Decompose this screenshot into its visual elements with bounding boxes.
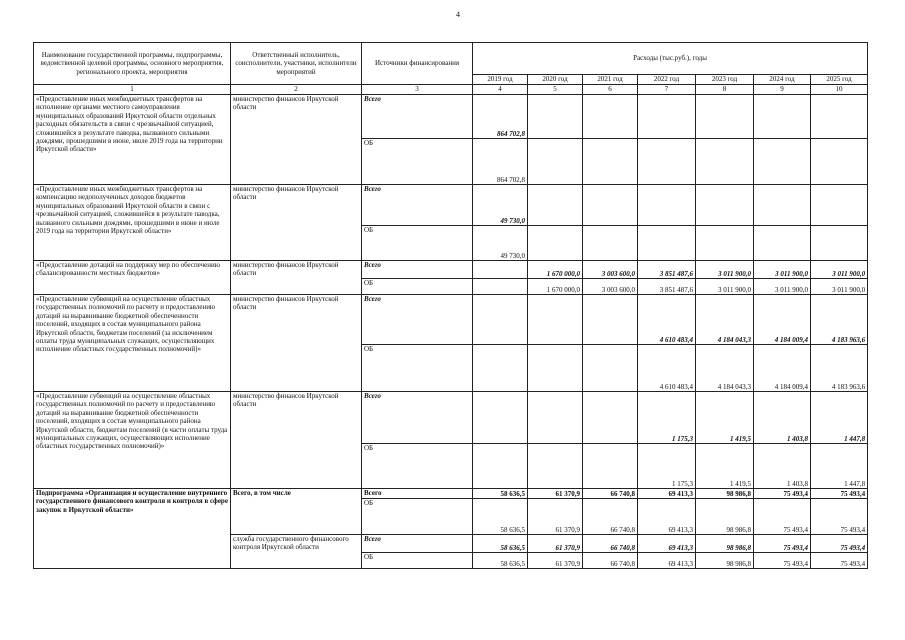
total-value: 4 184 043,3 — [696, 295, 754, 345]
source-ob-label: ОБ — [362, 444, 473, 489]
ob-value: 4 183 963,6 — [811, 345, 868, 392]
executor: министерство финансов Иркутской области — [231, 261, 362, 295]
source-ob-label: ОБ — [362, 553, 473, 569]
header-year: 2024 год — [754, 75, 811, 85]
total-value — [583, 392, 638, 444]
ob-value: 61 370,9 — [528, 553, 583, 569]
source-ob-label: ОБ — [362, 226, 473, 261]
header-source: Источники финансирования — [362, 43, 473, 85]
column-number: 8 — [696, 85, 754, 95]
header-expenses: Расходы (тыс.руб.), годы — [473, 43, 868, 75]
executor: министерство финансов Иркутской области — [231, 392, 362, 489]
header-name: Наименование государственной программы, подпрограммы, ведомственной целевой программы, основного мероприятия, регионального проекта, мероприятия — [34, 43, 231, 85]
total-value — [528, 392, 583, 444]
source-total-label: Всего — [362, 185, 473, 226]
ob-value: 864 702,8 — [473, 139, 528, 185]
total-value — [696, 95, 754, 139]
ob-value: 3 011 900,0 — [811, 279, 868, 295]
source-total-label: Всего — [362, 295, 473, 345]
column-number: 5 — [528, 85, 583, 95]
total-value: 75 493,4 — [754, 489, 811, 499]
ob-value — [696, 139, 754, 185]
total-value — [638, 95, 696, 139]
ob-value: 75 493,4 — [811, 553, 868, 569]
total-value: 1 419,5 — [696, 392, 754, 444]
measure-name: «Предоставление дотаций на поддержку мер по обеспечению сбалансированности местных бюджетов» — [34, 261, 231, 295]
measure-name: «Предоставление субвенций на осуществление областных государственных полномочий по расчету и предоставлению дотаций на выравнивание бюджетной обеспеченности поселений, входящих в состав муниципального района Иркутской области, бюджетам поселений (за исключением оплаты труда муниципальных служащих, осуществляющих исполнение областных государственных полномочий)» — [34, 295, 231, 392]
total-value: 98 986,8 — [696, 535, 754, 553]
total-value — [528, 295, 583, 345]
ob-value — [528, 139, 583, 185]
table-row — [34, 392, 868, 444]
subprogram-row — [34, 489, 868, 499]
total-value: 75 493,4 — [811, 489, 868, 499]
total-value: 3 011 900,0 — [696, 261, 754, 279]
total-value: 3 003 600,0 — [583, 261, 638, 279]
column-number: 7 — [638, 85, 696, 95]
table-row — [34, 261, 868, 279]
total-value — [583, 95, 638, 139]
ob-value: 1 670 000,0 — [528, 279, 583, 295]
ob-value: 3 011 900,0 — [696, 279, 754, 295]
ob-value: 75 493,4 — [754, 553, 811, 569]
executor-service: служба государственного финансового контроля Иркутской области — [231, 535, 362, 569]
ob-value — [583, 226, 638, 261]
ob-value — [528, 345, 583, 392]
total-value: 69 413,3 — [638, 535, 696, 553]
measure-name: «Предоставление иных межбюджетных трансфертов на исполнение органами местного самоуправления муниципальных образований Иркутской области отдельных расходных обязательств в связи с чрезвычайной ситуацией, сложившейся в результате паводка, вызванного сильными дождями, прошедшими в июне, июле 2019 года на территории Иркутской области» — [34, 95, 231, 185]
column-number: 1 — [34, 85, 231, 95]
total-value — [473, 261, 528, 279]
ob-value — [811, 139, 868, 185]
source-total-label: Всего — [362, 489, 473, 499]
ob-value: 66 740,8 — [583, 499, 638, 535]
header-year: 2021 год — [583, 75, 638, 85]
total-value: 1 447,8 — [811, 392, 868, 444]
total-value — [754, 95, 811, 139]
total-value: 58 636,5 — [473, 489, 528, 499]
ob-value: 1 175,3 — [638, 444, 696, 489]
column-number-row — [34, 85, 868, 95]
ob-value: 4 184 009,4 — [754, 345, 811, 392]
ob-value — [473, 345, 528, 392]
ob-value: 58 636,5 — [473, 499, 528, 535]
ob-value: 49 730,0 — [473, 226, 528, 261]
source-ob-label: ОБ — [362, 499, 473, 535]
total-value — [528, 185, 583, 226]
total-value: 4 610 483,4 — [638, 295, 696, 345]
column-number: 6 — [583, 85, 638, 95]
total-value: 1 175,3 — [638, 392, 696, 444]
total-value — [583, 295, 638, 345]
total-value — [696, 185, 754, 226]
ob-value — [811, 226, 868, 261]
ob-value — [754, 226, 811, 261]
ob-value: 58 636,5 — [473, 553, 528, 569]
source-total-label: Всего — [362, 392, 473, 444]
ob-value: 69 413,3 — [638, 499, 696, 535]
total-value: 98 986,8 — [696, 489, 754, 499]
executor: министерство финансов Иркутской области — [231, 295, 362, 392]
header-year: 2025 год — [811, 75, 868, 85]
ob-value — [528, 444, 583, 489]
ob-value — [696, 226, 754, 261]
ob-value — [583, 444, 638, 489]
total-value: 61 370,9 — [528, 535, 583, 553]
ob-value: 75 493,4 — [811, 499, 868, 535]
total-value — [473, 295, 528, 345]
source-total-label: Всего — [362, 95, 473, 139]
executor: министерство финансов Иркутской области — [231, 185, 362, 261]
header-year: 2019 год — [473, 75, 528, 85]
total-value: 69 413,3 — [638, 489, 696, 499]
ob-value: 1 403,8 — [754, 444, 811, 489]
column-number: 2 — [231, 85, 362, 95]
ob-value: 1 447,8 — [811, 444, 868, 489]
column-number: 3 — [362, 85, 473, 95]
ob-value — [583, 345, 638, 392]
ob-value: 61 370,9 — [528, 499, 583, 535]
ob-value — [638, 139, 696, 185]
table-row — [34, 295, 868, 345]
header-executor: Ответственный исполнитель, соисполнители, участники, исполнители мероприятий — [231, 43, 362, 85]
total-value: 66 740,8 — [583, 489, 638, 499]
total-value — [811, 95, 868, 139]
total-value: 58 636,5 — [473, 535, 528, 553]
total-value — [811, 185, 868, 226]
total-value — [583, 185, 638, 226]
table-row — [34, 185, 868, 226]
column-number: 4 — [473, 85, 528, 95]
ob-value: 4 610 483,4 — [638, 345, 696, 392]
total-value: 75 493,4 — [754, 535, 811, 553]
ob-value: 69 413,3 — [638, 553, 696, 569]
subprogram-name: Подпрограмма «Организация и осуществление внутреннего государственного финансового контроля и контроля в сфере закупок в Иркутской области» — [34, 489, 231, 569]
source-ob-label: ОБ — [362, 345, 473, 392]
header-year: 2020 год — [528, 75, 583, 85]
total-value: 3 851 487,6 — [638, 261, 696, 279]
total-value: 864 702,8 — [473, 95, 528, 139]
source-total-label: Всего — [362, 261, 473, 279]
executor: министерство финансов Иркутской области — [231, 95, 362, 185]
total-value: 1 403,8 — [754, 392, 811, 444]
total-value: 1 670 000,0 — [528, 261, 583, 279]
total-value: 4 183 963,6 — [811, 295, 868, 345]
ob-value — [583, 139, 638, 185]
page-number: 4 — [456, 10, 460, 19]
measure-name: «Предоставление иных межбюджетных трансфертов на компенсацию недополученных доходов бюджетов муниципальных образований Иркутской области в связи с чрезвычайной ситуацией, сложившейся в результате паводка, вызванного сильными дождями, прошедшими в июне и июле 2019 года на территории Иркутской области» — [34, 185, 231, 261]
ob-value — [473, 279, 528, 295]
ob-value — [528, 226, 583, 261]
source-total-label: Всего — [362, 535, 473, 553]
ob-value — [638, 226, 696, 261]
ob-value — [754, 139, 811, 185]
total-value: 4 184 009,4 — [754, 295, 811, 345]
ob-value: 98 986,8 — [696, 499, 754, 535]
total-value: 66 740,8 — [583, 535, 638, 553]
table-header — [34, 43, 868, 95]
header-year: 2023 год — [696, 75, 754, 85]
ob-value: 4 184 043,3 — [696, 345, 754, 392]
table-row — [34, 95, 868, 139]
total-value: 75 493,4 — [811, 535, 868, 553]
total-value — [528, 95, 583, 139]
source-ob-label: ОБ — [362, 279, 473, 295]
ob-value: 1 419,5 — [696, 444, 754, 489]
header-year: 2022 год — [638, 75, 696, 85]
ob-value: 3 011 900,0 — [754, 279, 811, 295]
measure-name: «Предоставление субвенций на осуществление областных государственных полномочий по расчету и предоставлению дотаций на выравнивание бюджетной обеспеченности поселений, входящих в состав муниципального района Иркутской области, бюджетам поселений (в части оплаты труда муниципальных служащих, осуществляющих исполнение областных государственных полномочий)» — [34, 392, 231, 489]
source-ob-label: ОБ — [362, 139, 473, 185]
total-value — [638, 185, 696, 226]
executor-all: Всего, в том числе — [231, 489, 362, 535]
ob-value: 3 003 600,0 — [583, 279, 638, 295]
ob-value — [473, 444, 528, 489]
total-value — [754, 185, 811, 226]
ob-value: 3 851 487,6 — [638, 279, 696, 295]
ob-value: 75 493,4 — [754, 499, 811, 535]
total-value: 49 730,0 — [473, 185, 528, 226]
total-value: 3 011 900,0 — [811, 261, 868, 279]
ob-value: 66 740,8 — [583, 553, 638, 569]
column-number: 9 — [754, 85, 811, 95]
total-value — [473, 392, 528, 444]
budget-table — [33, 42, 868, 569]
total-value: 61 370,9 — [528, 489, 583, 499]
total-value: 3 011 900,0 — [754, 261, 811, 279]
ob-value: 98 986,8 — [696, 553, 754, 569]
column-number: 10 — [811, 85, 868, 95]
